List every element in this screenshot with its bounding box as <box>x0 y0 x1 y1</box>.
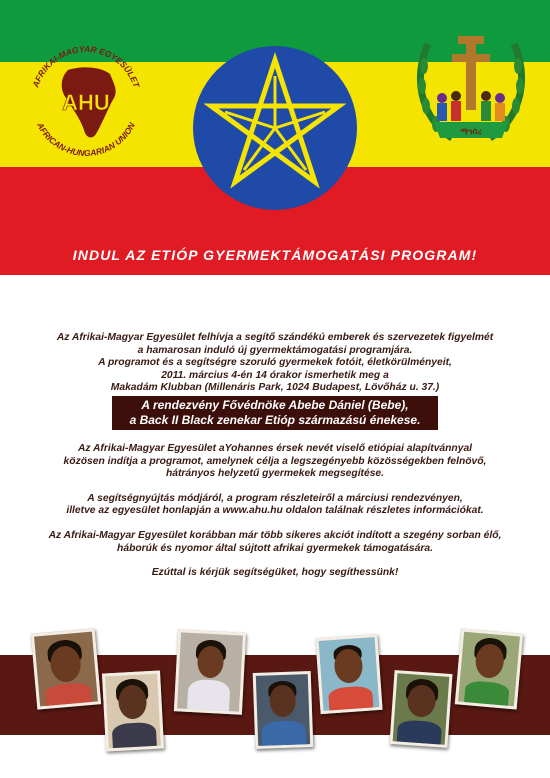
paragraph3-line: A segítségnyújtás módjáról, a program részleteiről a márciusi rendezvényen, <box>87 492 463 504</box>
paragraph1-line: Makadám Klubban (Millenáris Park, 1024 Budapest, Lövőház u. 37.) <box>110 382 440 394</box>
closing-line: Ezúttal is kérjük segítségüket, hogy segíthessünk! <box>151 567 399 579</box>
highlight-line: a Back II Black zenekar Etióp származású énekese. <box>129 412 421 427</box>
paragraph3-line: illetve az egyesület honlapján a www.ahu.hu oldalon találnak részletes információkat. <box>66 505 484 517</box>
child-photo <box>315 634 382 714</box>
paragraph1-line: A programot és a segítségre szoruló gyermekek fotóit, életkörülményeit, <box>98 357 452 369</box>
ahu-logo-bottom-text: AFRICAN-HUNGARIAN UNION <box>35 120 137 159</box>
star-emblem-icon <box>193 46 357 210</box>
child-photo <box>102 671 164 752</box>
ahu-logo-mark: AHU <box>62 90 110 115</box>
child-photo <box>31 628 101 709</box>
child-photo <box>174 629 246 714</box>
page-headline: INDUL AZ ETIÓP GYERMEKTÁMOGATÁSI PROGRAM! <box>72 247 478 263</box>
paragraph1-line: a hamarosan induló új gyermektámogatási programjára. <box>137 344 413 356</box>
paragraph2-line: Az Afrikai-Magyar Egyesület aYohannes érsek nevét viselő etiópiai alapítvánnyal <box>77 442 473 454</box>
paragraph2-line: hátrányos helyzetű gyermekek megsegítése. <box>165 468 385 480</box>
paragraph4-line: háborúk és nyomor által sújtott afrikai gyermekek támogatására. <box>117 542 433 554</box>
child-photo <box>455 628 523 709</box>
paragraph4-line: Az Afrikai-Magyar Egyesület korábban már több sikeres akciót indított a szegény sorban élő, <box>48 529 502 541</box>
church-emblem-icon <box>412 26 530 154</box>
child-photo <box>389 670 452 748</box>
highlight-line: A rendezvény Fővédnöke Abebe Dániel (Bebe), <box>141 397 409 412</box>
paragraph1-line: Az Afrikai-Magyar Egyesület felhívja a segítő szándékú emberek és szervezetek figyelmét <box>56 332 494 343</box>
paragraph2-line: közösen indítja a programot, amelynek célja a legszegényebb közösségekben felnövő, <box>63 455 487 467</box>
ahu-logo-icon <box>22 38 150 166</box>
paragraph1-line: 2011. március 4-én 14 órakor ismerhetik meg a <box>161 369 389 381</box>
announcement-body <box>20 332 530 580</box>
patron-highlight-box <box>112 396 438 430</box>
child-photo <box>253 671 314 749</box>
church-emblem-text: ማኅበረ <box>460 127 482 136</box>
ahu-logo-top-text: AFRIKAI-MAGYAR EGYESÜLET <box>30 43 142 89</box>
